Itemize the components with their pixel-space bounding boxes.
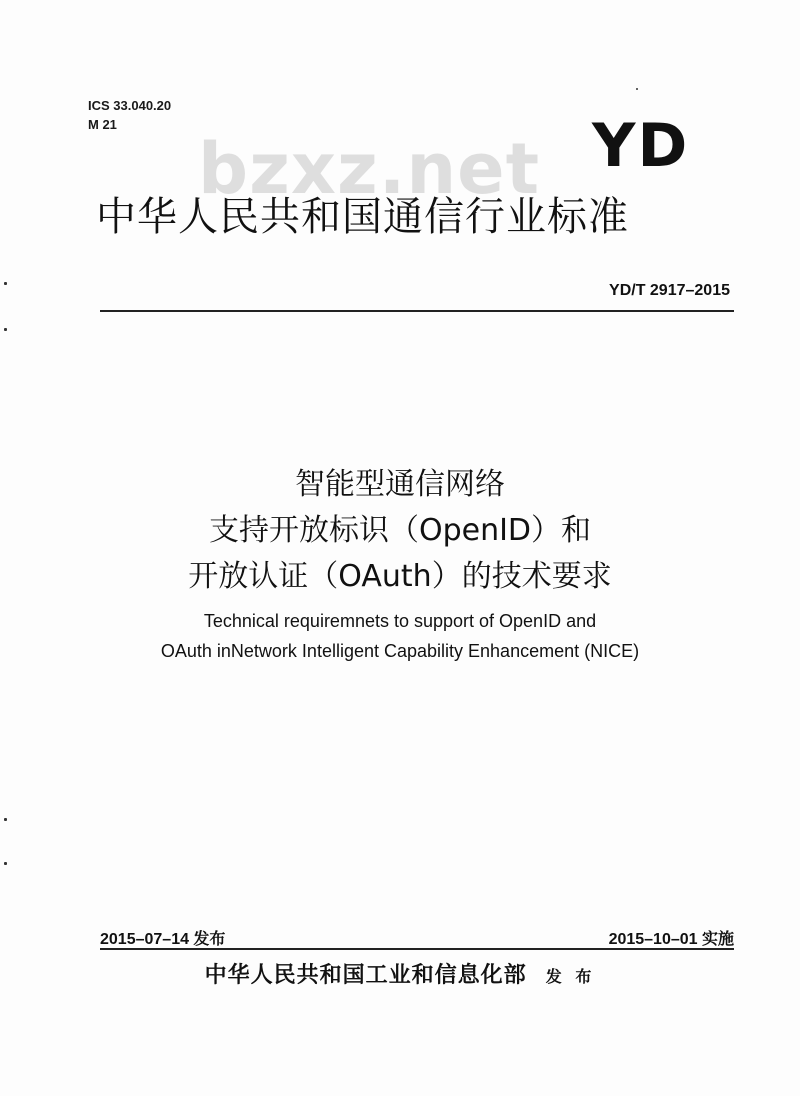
scan-mark [4,818,7,821]
scan-mark [636,88,638,90]
publisher-action: 发 布 [545,967,596,986]
scan-mark [4,862,7,865]
ics-code: ICS 33.040.20 [88,98,172,113]
classification-code: M 21 [88,117,117,132]
watermark: bzxz.net [198,128,541,210]
title-en-line: Technical requiremnets to support of OpenID and [203,611,597,631]
publish-date: 2015–07–14 发布 [100,931,226,948]
document-title-cn [0,462,800,600]
title-cn-line: 智能型通信网络 [295,467,505,502]
standard-number: YD/T 2917–2015 [609,282,730,299]
footer-divider [100,948,734,950]
scan-mark [4,282,7,285]
title-en-line: OAuth inNetwork Intelligent Capability Enhancement (NICE) [160,641,640,661]
title-cn-line: 开放认证（OAuth）的技术要求 [188,559,612,594]
header-divider [100,310,734,312]
publisher-line [0,958,800,989]
standard-category-title: 中华人民共和国通信行业标准 [96,194,629,240]
publisher-name: 中华人民共和国工业和信息化部 [204,963,527,988]
title-cn-line: 支持开放标识（OpenID）和 [208,513,592,548]
yd-logo: YD [592,111,690,181]
scan-mark [4,328,7,331]
implement-date: 2015–10–01 实施 [608,931,734,948]
ics-block [88,96,171,134]
document-title-en [0,606,800,666]
